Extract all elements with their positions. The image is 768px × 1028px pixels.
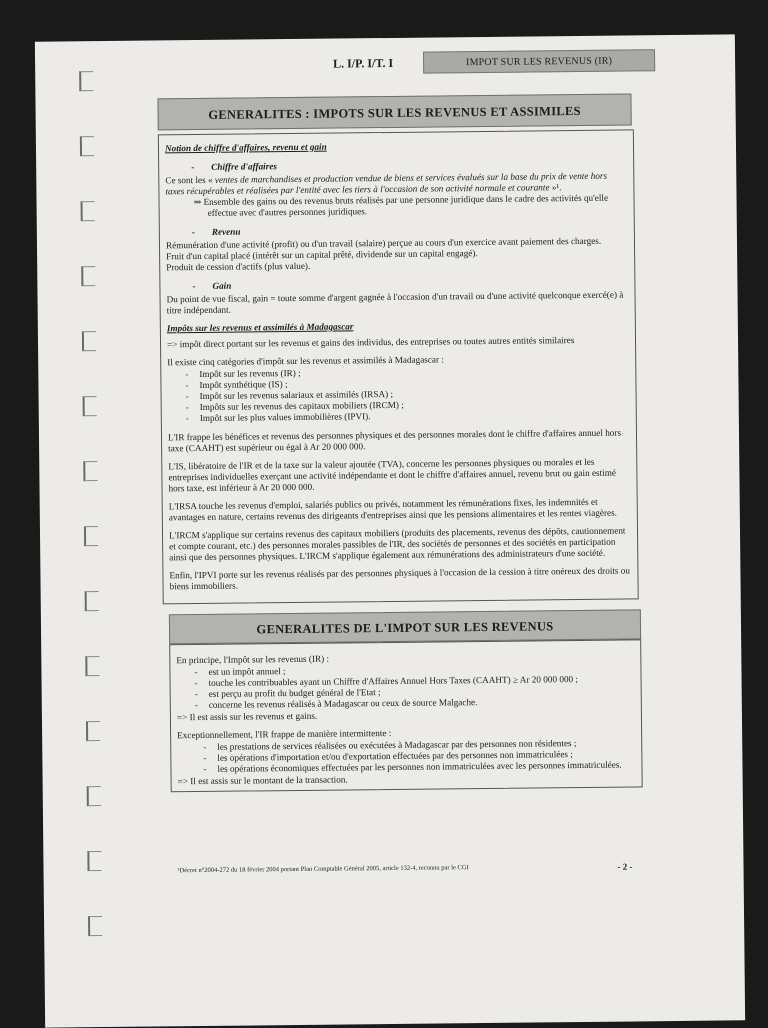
- paragraph-irsa: L'IRSA touche les revenus d'emploi, salariés publics ou privés, notamment les rémunérations fixes, les indemnités et avantages en nature, certains revenus des dirigeants d'entreprises ainsi que les pensions alimentaires et les rentes viagères.: [168, 496, 617, 523]
- list-item: - Impôt sur les revenus (IR) ;: [185, 364, 629, 380]
- section-banner: GENERALITES DE L'IMPOT SUR LES REVENUS: [169, 609, 641, 644]
- section-banner: GENERALITES : IMPOTS SUR LES REVENUS ET ASSIMILES: [157, 93, 631, 130]
- binding-ring: [87, 786, 101, 806]
- exception-intro: Exceptionnellement, l'IR frappe de manière intermittente :: [177, 727, 392, 741]
- section-box: [158, 129, 639, 604]
- impots-intro: => impôt direct portant sur les revenus et gains des individus, des entreprises ou toutes autres entités similaires: [166, 335, 575, 350]
- binding-ring: [87, 851, 101, 871]
- binding-ring: [83, 461, 97, 481]
- binding-ring: [82, 331, 96, 351]
- principle-intro: En principe, l'Impôt sur les revenus (IR) :: [176, 653, 330, 666]
- definition-arrow: ⇒ Ensemble des gains ou des revenus bruts réalisés par une personne juridique dans le cadre des activités qu'elle effectue avec d'autres personnes juridiques.: [193, 192, 609, 218]
- principle-list: [176, 662, 634, 711]
- revenu-line: Produit de cession d'actifs (plus value).: [166, 260, 311, 273]
- principle-conclusion: => Il est assis sur les revenus et gains.: [176, 710, 318, 723]
- list-item: - Impôt sur les plus values immobilières (IPVI).: [186, 408, 630, 424]
- binding-ring: [81, 201, 95, 221]
- list-item: - concerne les revenus réalisés à Madagascar ou ceux de source Malgache.: [195, 695, 635, 711]
- list-item: - Impôt synthétique (IS) ;: [185, 375, 629, 391]
- footnote: ¹Décret n°2004-272 du 18 février 2004 portant Plan Comptable Général 2005, article 132-4, reconnu par le CGI: [177, 864, 469, 875]
- binding-ring: [80, 136, 94, 156]
- list-item: - est perçu au profit du budget général de l'Etat ;: [195, 684, 635, 700]
- document-page: [35, 34, 745, 1027]
- paragraph-ipvi: Enfin, l'IPVI porte sur les revenus réalisés par des personnes physiques à l'occasion de la cession à titre onéreux des droits ou biens immobiliers.: [169, 565, 631, 592]
- binding-ring: [86, 721, 100, 741]
- list-item: - Impôts sur les revenus des capitaux mobiliers (IRCM) ;: [186, 397, 630, 413]
- impots-heading: Impôts sur les revenus et assimilés à Madagascar: [166, 321, 354, 334]
- list-item: - les opérations d'importation et/ou d'exportation effectuées par des personnes non immatriculées ;: [203, 748, 635, 764]
- page-header: [303, 49, 655, 75]
- paragraph-is: L'IS, libératoire de l'IR et de la taxe sur la valeur ajoutée (TVA), concerne les personnes physiques ou morales et les entreprises individuelles exerçant une activité indépendante et dont le chiffre d'affaires annuel, revenu brut ou gain estimé hors taxe, est inférieur à Ar 20 000 000.: [168, 456, 616, 494]
- binding-ring: [85, 591, 99, 611]
- exception-list: [177, 737, 635, 775]
- subheading-chiffre: - Chiffre d'affaires: [191, 161, 277, 173]
- exception-conclusion: => Il est assis sur le montant de la transaction.: [177, 774, 348, 787]
- revenu-line: Fruit d'un capital placé (intérêt sur un capital prêté, dividende sur un capital engagé).: [166, 248, 478, 262]
- revenu-line: Rémunération d'une activité (profit) ou d'un travail (salaire) perçue au cours d'un exercice avant paiement des charges.: [165, 235, 602, 251]
- page-number: - 2 -: [617, 861, 633, 872]
- section-box: [169, 639, 643, 792]
- list-item: - est un impôt annuel ;: [194, 662, 634, 678]
- categories-list: [167, 364, 630, 424]
- list-item: - Impôt sur les revenus salariaux et assimilés (IRSA) ;: [186, 386, 630, 402]
- paragraph-ir: L'IR frappe les bénéfices et revenus des personnes physiques et des personnes morales dont le chiffre d'affaires annuel hors taxe (CAAHT) est supérieur ou égal à Ar 20 000 000.: [167, 427, 622, 454]
- binding-ring: [81, 266, 95, 286]
- list-item: - les opérations économiques effectuées par les personnes non immatriculées avec les personnes immatriculées.: [203, 759, 635, 775]
- subheading-revenu: - Revenu: [191, 226, 241, 238]
- binding-ring: [83, 396, 97, 416]
- list-item: - les prestations de services réalisées ou exécutées à Madagascar par des personnes non résidentes ;: [203, 737, 635, 753]
- subheading-gain: - Gain: [192, 280, 232, 292]
- list-item: - touche les contribuables ayant un Chiffre d'Affaires Annuel Hors Taxes (CAAHT) ≥ Ar 20 000 000 ;: [195, 673, 635, 689]
- document-reference: L. I/P. I/T. I: [333, 55, 394, 71]
- binding-ring: [85, 656, 99, 676]
- binding-rings: [35, 41, 103, 1028]
- gain-definition: Du point de vue fiscal, gain = toute somme d'argent gagnée à l'occasion d'un travail ou d'une activité quelconque exercé(e) à titre indépendant.: [166, 289, 624, 316]
- binding-ring: [79, 71, 93, 91]
- categories-intro: Il existe cinq catégories d'impôt sur les revenus et assimilés à Madagascar :: [167, 354, 444, 368]
- header-title: IMPOT SUR LES REVENUS (IR): [423, 49, 655, 73]
- paragraph-ircm: L'IRCM s'applique sur certains revenus des capitaux mobiliers (produits des placements, revenus des dépôts, cautionnement et compte courant, etc.) des personnes morales passibles de l'IR, des sociétés de personnes et des sociétés en participation ainsi que des personnes physiques. L'IRCM s'applique également aux rémunérations des administrateurs d'une société.: [168, 525, 626, 563]
- binding-ring: [84, 526, 98, 546]
- definition-chiffre: Ce sont les « ventes de marchandises et production vendue de biens et services évalués sur la base du prix de vente hors taxes récupérables et réalisées par l'entité avec les tiers à l'occasion de son activité normale et courante »¹.: [165, 170, 608, 197]
- notion-heading: Notion de chiffre d'affaires, revenu et gain: [164, 141, 327, 154]
- binding-ring: [88, 916, 102, 936]
